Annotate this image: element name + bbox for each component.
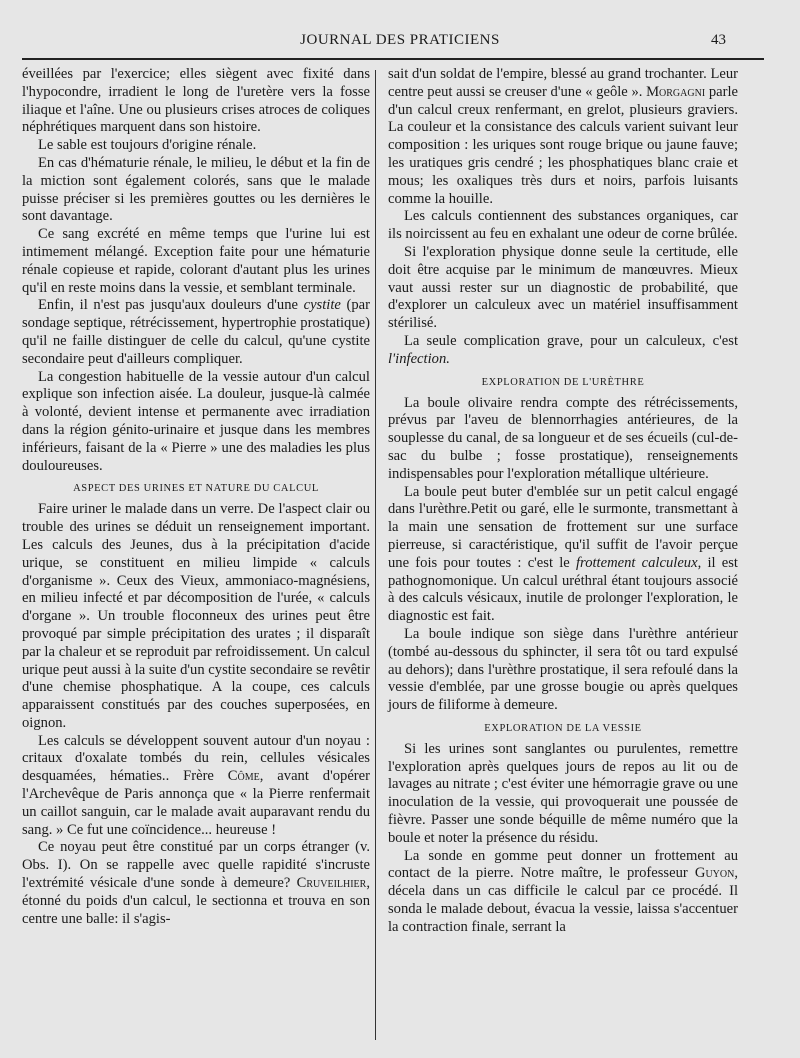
- paragraph: La seule complication grave, pour un calculeux, c'est l'infection.: [388, 332, 738, 367]
- page-number: 43: [711, 32, 726, 48]
- paragraph: Si les urines sont sanglantes ou purulentes, remettre l'exploration après quelques jours de repos au lit ou de lavages au nitrate ; c'est éviter une hémorragie grave ou une inoculation de la vessie, qui provoquerait une poussée de fièvre. Passer une sonde béquille de même numéro que la boule et noter la présence du résidu.: [388, 740, 738, 846]
- paragraph: éveillées par l'exercice; elles siègent avec fixité dans l'hypocondre, irradient le long de l'uretère vers la fosse iliaque et l'aîne. Une ou plusieurs crises atroces de coliques néphrétiques marquent dans son histoire.: [22, 66, 370, 136]
- author-name: Cruveilhier: [296, 875, 367, 892]
- page-header: [22, 28, 778, 54]
- paragraph: sait d'un soldat de l'empire, blessé au grand trochanter. Leur centre peut aussi se creuser d'une « geôle ». Morgagni parle d'un calcul creux renfermant, en grelot, plusieurs graviers. La couleur et la consistance des calculs varient suivant leur composition : les uriques sont rouge brique ou jaune fauve; les uratiques gris cendré ; les phosphatiques blanc craie et mous; les oxaliques très durs et noirs, parfois luisants comme la houille.: [388, 66, 738, 207]
- section-heading: EXPLORATION DE L'URÈTHRE: [481, 376, 645, 388]
- right-column: [388, 66, 738, 937]
- running-title: JOURNAL DES PRATICIENS: [300, 32, 500, 48]
- section-heading: EXPLORATION DE LA VESSIE: [484, 722, 642, 734]
- paragraph: Les calculs contiennent des substances organiques, car ils noircissent au feu en exhalant une odeur de corne brûlée.: [388, 208, 738, 243]
- paragraph: La sonde en gomme peut donner un frottement au contact de la pierre. Notre maître, le professeur Guyon, décela dans un cas difficile le calcul par ce procédé. Il sonda le malade debout, évacua la vessie, laissa s'accentuer la contraction finale, serrant la: [388, 847, 738, 935]
- section-heading: ASPECT DES URINES ET NATURE DU CALCUL: [73, 483, 319, 495]
- paragraph: La boule peut buter d'emblée sur un petit calcul engagé dans l'urèthre.Petit ou garé, elle le surmonte, transmettant à la main une sensation de frottement sur une surface pierreuse, si caractéristique, qu'il suffit de l'avoir perçue une fois pour toutes : c'est le frottement calculeux, il est pathognomonique. Un calcul uréthral étant toujours associé à des calculs vésicaux, inutile de prolonger l'exploration, le diagnostic est fait.: [388, 483, 738, 625]
- left-column: [22, 66, 370, 928]
- column-divider: [375, 70, 376, 1040]
- paragraph: Si l'exploration physique donne seule la certitude, elle doit être acquise par le minimum de manœuvres. Mieux vaut aussi rester sur un diagnostic de probabilité, que d'explorer un calculeux avec un matériel insuffisamment stérilisé.: [388, 243, 738, 332]
- author-name: Morgagni: [646, 83, 706, 100]
- paragraph: Le sable est toujours d'origine rénale.: [38, 137, 257, 154]
- emphasis: cystite: [303, 297, 341, 314]
- paragraph: La congestion habituelle de la vessie autour d'un calcul explique son infection aisée. La douleur, jusque-là calmée à volonté, devient intense et permanente avec irradiation dans la région génito-urinaire et jusque dans les membres inférieurs, faisant de la « Pierre » une des maladies les plus douloureuses.: [22, 368, 370, 474]
- paragraph: Ce noyau peut être constitué par un corps étranger (v. Obs. I). On se rappelle avec quelle rapidité s'incruste l'extrémité vésicale d'une sonde à demeure? Cruveilhier, étonné du poids d'un calcul, le sectionna et trouva en son centre une balle: il s'agis-: [22, 839, 370, 927]
- paragraph: Les calculs se développent souvent autour d'un noyau : critaux d'oxalate tombés du rein, cellules vésicales desquamées, hématies.. Frère Côme, avant d'opérer l'Archevêque de Paris annonça que « la Pierre renfermait un caillot sanguin, car le malade avait auparavant rendu du sang. » Ce fut une coïncidence... heureuse !: [22, 732, 370, 838]
- author-name: Guyon: [694, 865, 735, 882]
- paragraph: Enfin, il n'est pas jusqu'aux douleurs d'une cystite (par sondage septique, rétrécissement, hypertrophie prostatique) qu'il ne faille distinguer de celle du calcul, qu'une cystite secondaire peut d'ailleurs compliquer.: [22, 297, 370, 367]
- paragraph: La boule indique son siège dans l'urèthre antérieur (tombé au-dessous du sphincter, il sera tôt ou tard expulsé au dehors); dans l'urèthre prostatique, il sera refoulé dans la vessie d'emblée, par une grosse bougie ou après quelques jours de filiforme à demeure.: [388, 625, 738, 714]
- paragraph: Faire uriner le malade dans un verre. De l'aspect clair ou trouble des urines se déduit un renseignement important. Les calculs des Jeunes, dus à la précipitation d'acide urique, se constituent en milieu limpide « calculs d'organisme ». Ceux des Vieux, ammoniaco-magnésiens, en milieu infecté et par décomposition de l'urée, « calculs d'organe ». Un trouble floconneux des urines peut être provoqué par simple précipitation des urates ; il disparaît par la chaleur et se reproduit par refroidissement. Un calcul urique peut aussi à la suite d'un cystite secondaire se revêtir d'une chemise phosphatique. A la coupe, ces calculs apparaissent constitués par des couches superposées, en oignon.: [22, 501, 370, 731]
- emphasis: frottement calculeux: [576, 554, 698, 571]
- paragraph: En cas d'hématurie rénale, le milieu, le début et la fin de la miction sont également colorés, sans que le malade puisse préciser si les premières gouttes ou les dernières le sont davantage.: [22, 154, 370, 225]
- header-rule: [22, 58, 764, 60]
- paragraph: Ce sang excrété en même temps que l'urine lui est intimement mélangé. Exception faite pour une hématurie rénale copieuse et rapide, colorant d'autant plus les urines qu'il en reste moins dans la vessie, et semblant terminale.: [22, 226, 370, 296]
- paragraph: La boule olivaire rendra compte des rétrécissements, prévus par l'aveu de blennorrhagies antérieures, de la souplesse du canal, de sa longueur et de ses écueils (cul-de-sac du bulbe ; fosse prostatique), renseignements indispensables pour l'exploration métallique ultérieure.: [388, 394, 738, 482]
- emphasis: l'infection.: [388, 350, 450, 367]
- author-name: Côme: [227, 768, 260, 785]
